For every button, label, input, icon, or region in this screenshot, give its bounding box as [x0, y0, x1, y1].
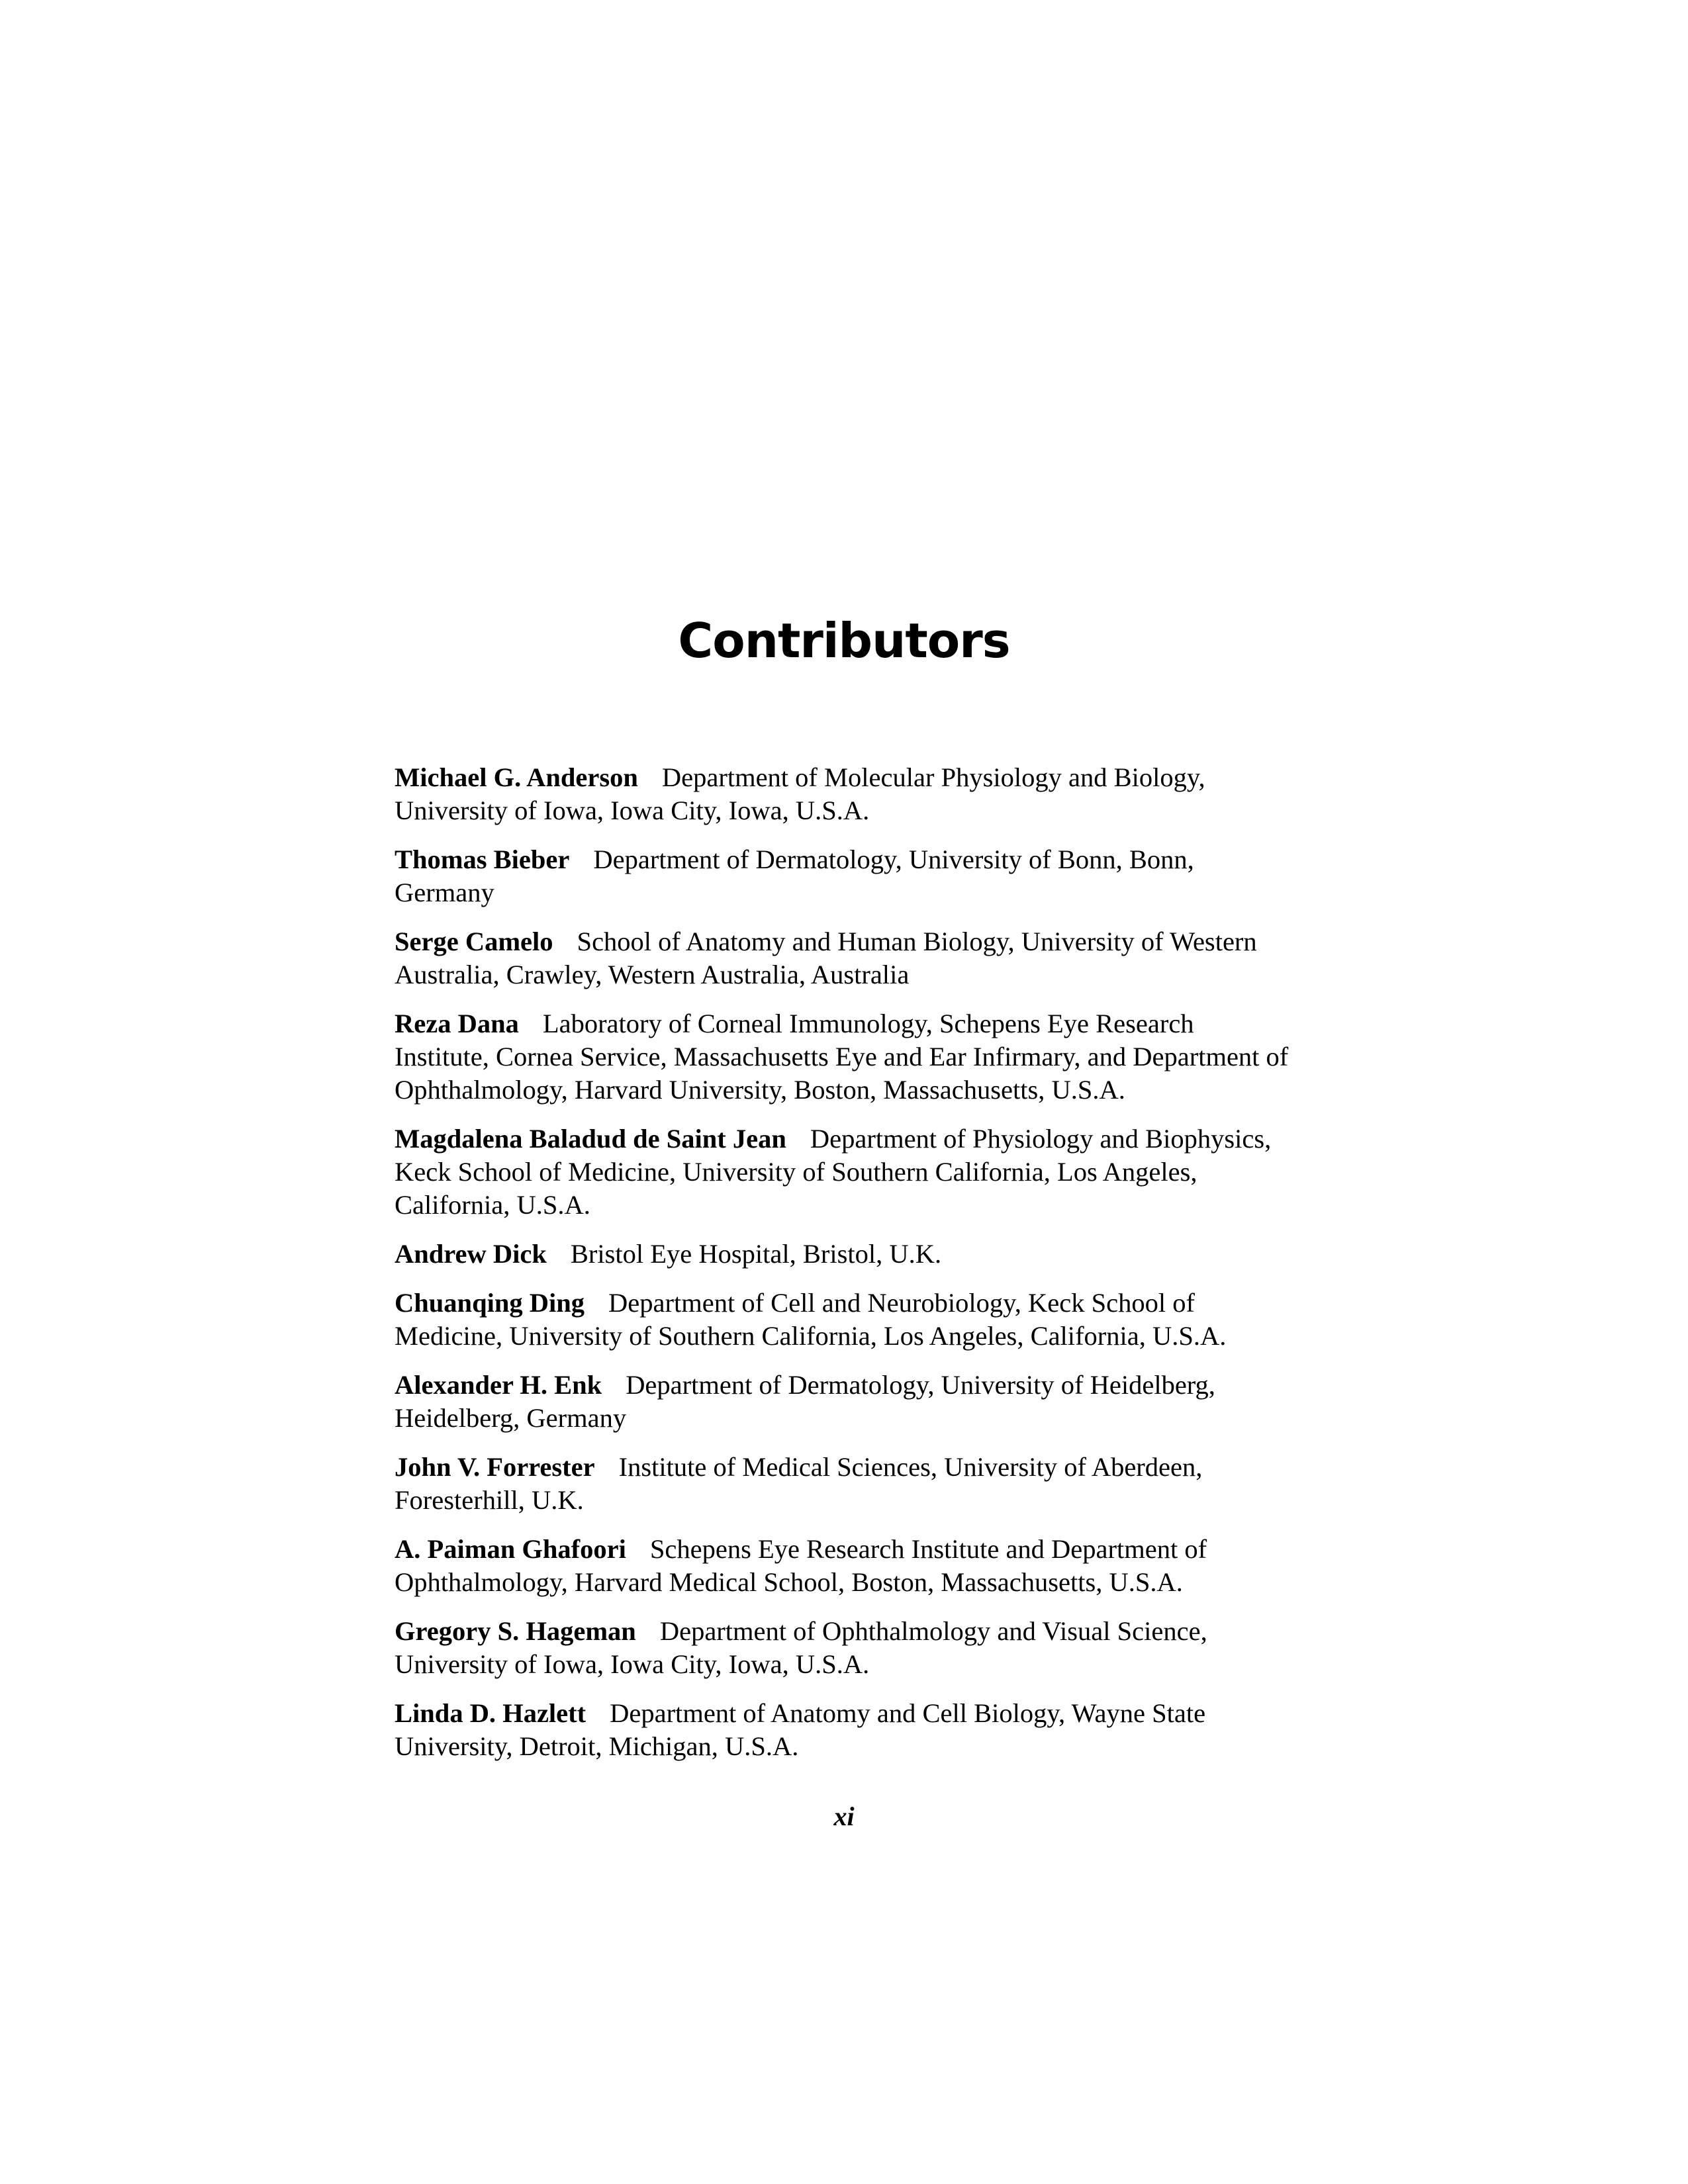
- contributor-affiliation: Department of Ophthalmology and Visual Science, University of Iowa, Iowa City, Iowa, U.S.A.: [395, 1616, 1207, 1679]
- contributor-name: A. Paiman Ghafoori: [395, 1534, 626, 1564]
- contributor-entry: [395, 1697, 1295, 1763]
- contributor-name: Reza Dana: [395, 1009, 519, 1038]
- page-number: xi: [833, 1801, 855, 1831]
- contributor-entry: [395, 761, 1295, 827]
- contributor-affiliation: Department of Dermatology, University of Heidelberg, Heidelberg, Germany: [395, 1370, 1215, 1433]
- contributor-list: [395, 761, 1295, 1779]
- contributor-entry: [395, 1238, 1295, 1271]
- contributor-name: Linda D. Hazlett: [395, 1698, 586, 1728]
- contributor-name: Andrew Dick: [395, 1239, 547, 1269]
- contributor-entry: [395, 1122, 1295, 1222]
- contributor-entry: [395, 925, 1295, 991]
- contributor-entry: [395, 1287, 1295, 1353]
- contributor-affiliation: Department of Dermatology, University of Bonn, Bonn, Germany: [395, 844, 1194, 907]
- contributor-affiliation: Schepens Eye Research Institute and Department of Ophthalmology, Harvard Medical School, Boston, Massachusetts, U.S.A.: [395, 1534, 1207, 1597]
- contributor-name: Alexander H. Enk: [395, 1370, 602, 1400]
- contributor-affiliation: Bristol Eye Hospital, Bristol, U.K.: [570, 1239, 942, 1269]
- page-title: Contributors: [678, 613, 1010, 668]
- contributor-name: Magdalena Baladud de Saint Jean: [395, 1124, 786, 1154]
- contributor-affiliation: Department of Anatomy and Cell Biology, Wayne State University, Detroit, Michigan, U.S.A.: [395, 1698, 1206, 1761]
- contributor-name: Chuanqing Ding: [395, 1288, 585, 1318]
- contributor-name: Serge Camelo: [395, 927, 553, 956]
- contributor-name: Thomas Bieber: [395, 844, 570, 874]
- contributor-entry: [395, 1007, 1295, 1107]
- contributor-entry: [395, 1451, 1295, 1517]
- contributor-affiliation: Department of Cell and Neurobiology, Keck School of Medicine, University of Southern California, Los Angeles, California, U.S.A.: [395, 1288, 1227, 1351]
- contributor-affiliation: Laboratory of Corneal Immunology, Schepens Eye Research Institute, Cornea Service, Massachusetts Eye and Ear Infirmary, and Department of Ophthalmology, Harvard University, Boston, Massachusetts, U.S.A.: [395, 1009, 1289, 1105]
- contributor-entry: [395, 1533, 1295, 1599]
- contributor-affiliation: Department of Physiology and Biophysics, Keck School of Medicine, University of Southern California, Los Angeles, California, U.S.A.: [395, 1124, 1272, 1220]
- contributor-affiliation: School of Anatomy and Human Biology, University of Western Australia, Crawley, Western Australia, Australia: [395, 927, 1257, 989]
- contributor-entry: [395, 843, 1295, 909]
- contributor-name: John V. Forrester: [395, 1452, 595, 1482]
- contributor-affiliation: Institute of Medical Sciences, University of Aberdeen, Foresterhill, U.K.: [395, 1452, 1203, 1515]
- contributor-name: Gregory S. Hageman: [395, 1616, 636, 1646]
- contributor-entry: [395, 1369, 1295, 1435]
- contributor-entry: [395, 1615, 1295, 1681]
- contributor-affiliation: Department of Molecular Physiology and Biology, University of Iowa, Iowa City, Iowa, U.S.A.: [395, 762, 1205, 825]
- contributor-name: Michael G. Anderson: [395, 762, 638, 792]
